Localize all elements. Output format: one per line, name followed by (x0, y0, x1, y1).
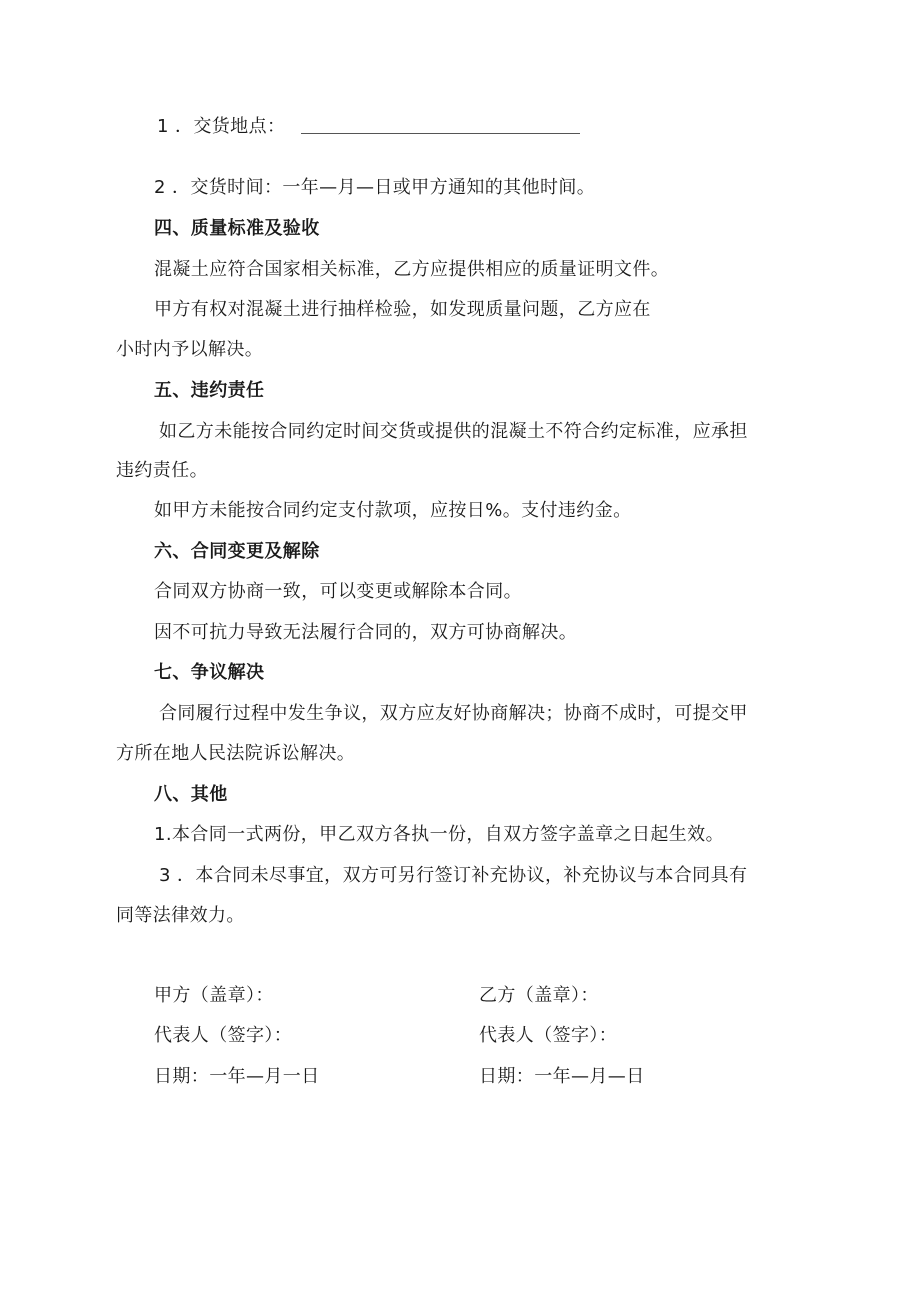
party-b-seal-label: 乙方（盖章）： (479, 985, 599, 1006)
party-a-seal-label: 甲方（盖章）： (154, 985, 274, 1006)
party-a-date-label: 日期：一年—月一日 (154, 1066, 320, 1087)
section-5-paragraph-1-line-2: 违约责任。 (116, 460, 208, 481)
section-8-paragraph-2-line-1: 3 ．本合同未尽事宜，双方可另行签订补充协议，补充协议与本合同具有 (159, 865, 748, 886)
section-8-paragraph-1: 1.本合同一式两份，甲乙双方各执一份，自双方签字盖章之日起生效。 (154, 824, 724, 845)
delivery-time-text: 2 ．交货时间：一年—月—日或甲方通知的其他时间。 (154, 177, 596, 198)
section-6-paragraph-1: 合同双方协商一致，可以变更或解除本合同。 (154, 581, 522, 602)
section-7-paragraph-1-line-2: 方所在地人民法院诉讼解决。 (116, 743, 356, 764)
section-5-paragraph-2: 如甲方未能按合同约定支付款项，应按日%。支付违约金。 (154, 500, 632, 521)
section-8-title: 八、其他 (154, 784, 228, 805)
section-5-title: 五、违约责任 (154, 380, 265, 401)
section-4-paragraph-2-line-1: 甲方有权对混凝土进行抽样检验，如发现质量问题，乙方应在 (154, 299, 651, 320)
delivery-place-label: 1 ．交货地点： (157, 116, 286, 137)
party-b-date-label: 日期：一年—月—日 (479, 1066, 645, 1087)
section-8-paragraph-2-line-2: 同等法律效力。 (116, 905, 245, 926)
section-4-paragraph-1: 混凝土应符合国家相关标准，乙方应提供相应的质量证明文件。 (154, 259, 670, 280)
delivery-place-blank (301, 133, 580, 134)
section-6-paragraph-2: 因不可抗力导致无法履行合同的，双方可协商解决。 (154, 622, 578, 643)
party-a-representative-label: 代表人（签字）： (154, 1025, 293, 1046)
section-4-title: 四、质量标准及验收 (154, 218, 320, 239)
section-7-paragraph-1-line-1: 合同履行过程中发生争议，双方应友好协商解决；协商不成时，可提交甲 (159, 703, 748, 724)
party-b-representative-label: 代表人（签字）： (479, 1025, 618, 1046)
section-7-title: 七、争议解决 (154, 662, 265, 683)
section-4-paragraph-2-line-2: 小时内予以解决。 (116, 339, 264, 360)
section-6-title: 六、合同变更及解除 (154, 541, 320, 562)
section-5-paragraph-1-line-1: 如乙方未能按合同约定时间交货或提供的混凝土不符合约定标准，应承担 (159, 421, 748, 442)
